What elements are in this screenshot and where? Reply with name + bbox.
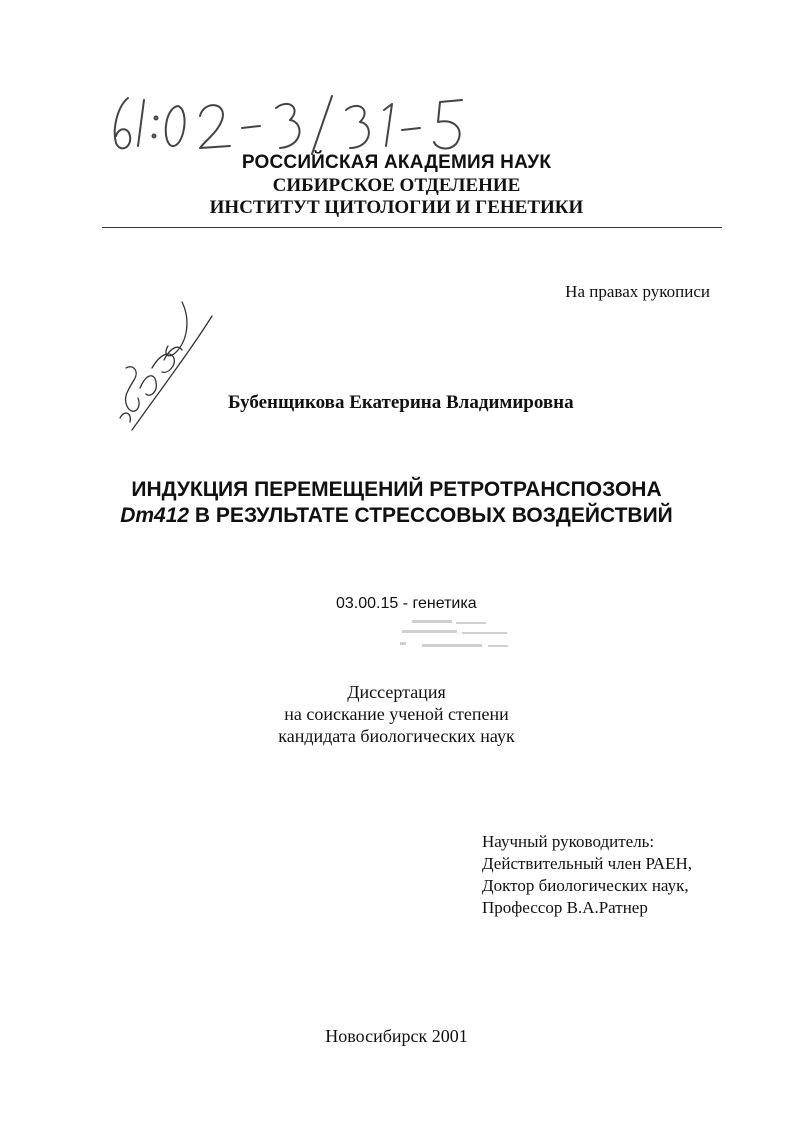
header-divider [102,227,722,228]
title-line-1: ИНДУКЦИЯ ПЕРЕМЕЩЕНИЙ РЕТРОТРАНСПОЗОНА [131,478,662,501]
dissertation-degree: кандидата биологических наук [278,726,515,746]
dissertation-purpose: на соискание ученой степени [284,704,509,724]
faint-stamp-smudge [392,612,532,657]
supervisor-title-2: Доктор биологических наук, [482,876,689,895]
author-name: Бубенщикова Екатерина Владимировна [228,392,574,413]
archive-number-text: 61:02-3/31-5 [100,88,106,89]
supervisor-label: Научный руководитель: [482,832,655,851]
author-signature [112,298,222,438]
specialty-code: 03.00.15 - генетика [336,595,477,612]
city-year: Новосибирск 2001 [325,1026,468,1046]
title-dm412: Dm412 [120,504,190,527]
title-line-2 [0,504,793,528]
dissertation-type: Диссертация [347,682,446,702]
handwritten-archive-number [100,88,500,158]
supervisor-title-1: Действительный член РАЕН, [482,854,693,873]
academy-name: РОССИЙСКАЯ АКАДЕМИЯ НАУК [241,152,552,173]
manuscript-rights-note: На правах рукописи [565,282,710,301]
branch-name: СИБИРСКОЕ ОТДЕЛЕНИЕ [272,175,521,196]
supervisor-name: Профессор В.А.Ратнер [482,898,648,917]
title-line-2-rest: В РЕЗУЛЬТАТЕ СТРЕССОВЫХ ВОЗДЕЙСТВИЙ [189,504,673,527]
institute-name: ИНСТИТУТ ЦИТОЛОГИИ И ГЕНЕТИКИ [209,197,584,218]
